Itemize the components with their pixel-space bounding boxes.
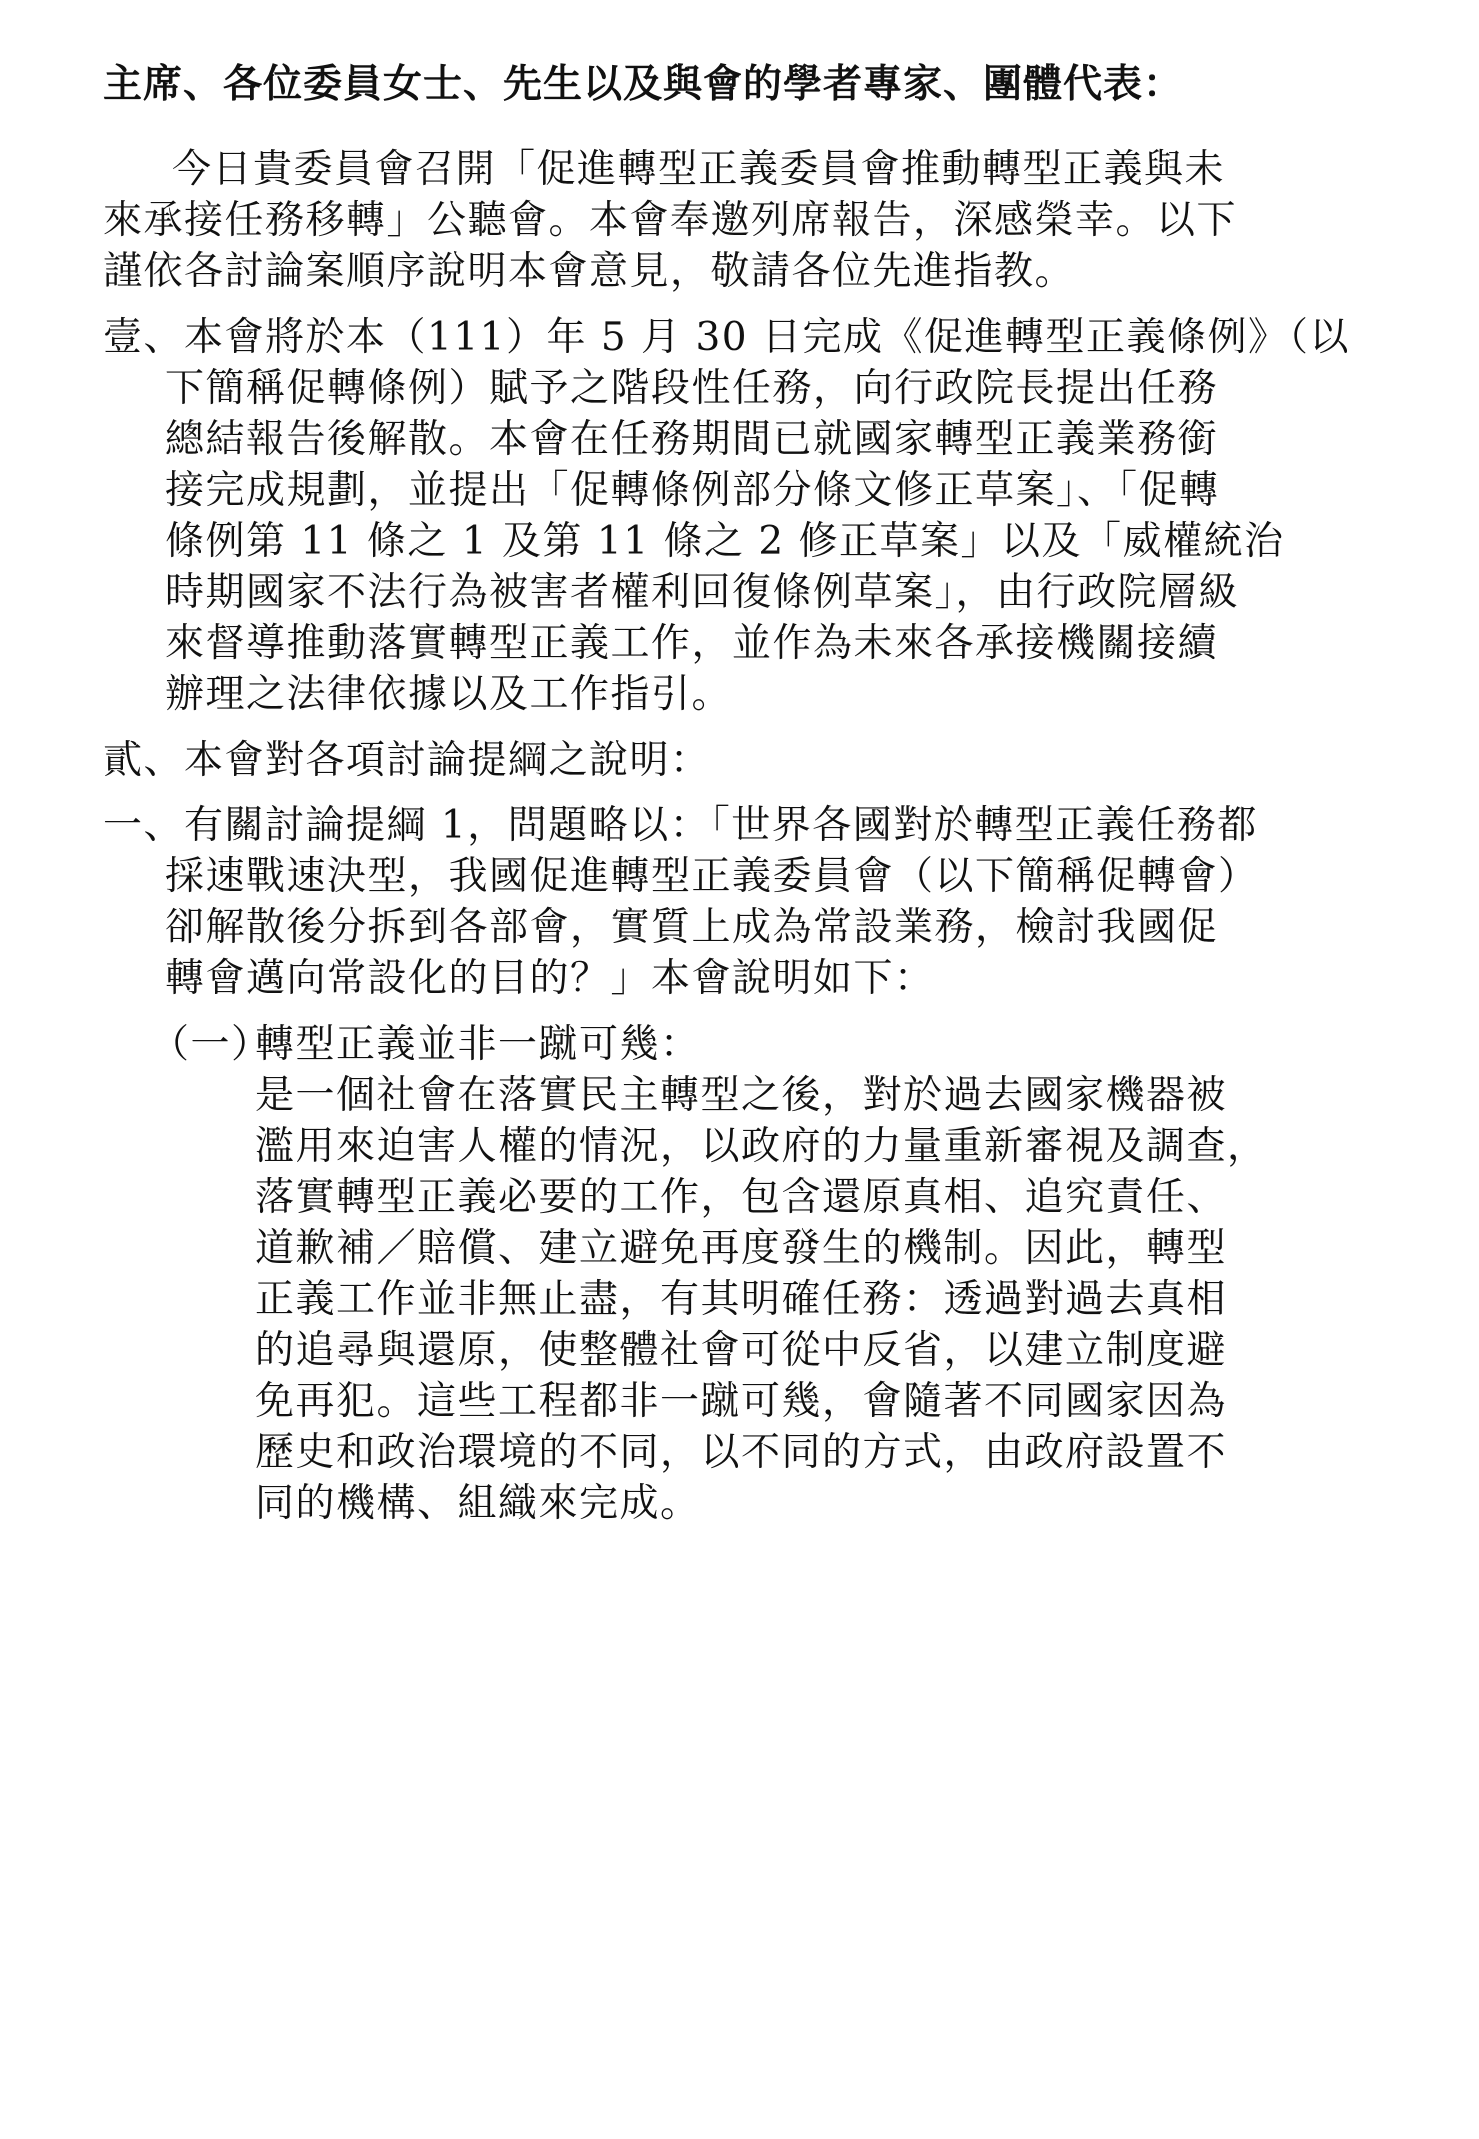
section-1-line: 總結報告後解散。本會在任務期間已就國家轉型正義業務銜 — [165, 417, 1219, 462]
subitem-body-line: 免再犯。這些工程都非一蹴可幾，會隨著不同國家因為 — [255, 1379, 1228, 1424]
intro-line: 謹依各討論案順序說明本會意見，敬請各位先進指教。 — [103, 249, 1076, 294]
subitem-body-line: 濫用來迫害人權的情況，以政府的力量重新審視及調查， — [255, 1124, 1268, 1169]
subitem-marker: （一） — [150, 1022, 272, 1067]
item-1-line: 一、有關討論提綱 1，問題略以：「世界各國對於轉型正義任務都 — [103, 803, 1258, 848]
section-1-line: 壹、本會將於本（111）年 5 月 30 日完成《促進轉型正義條例》（以 — [103, 315, 1350, 360]
section-1-line: 辦理之法律依據以及工作指引。 — [165, 672, 733, 717]
salutation-heading: 主席、各位委員女士、先生以及與會的學者專家、團體代表： — [103, 62, 1184, 107]
subitem-body-line: 是一個社會在落實民主轉型之後，對於過去國家機器被 — [255, 1073, 1228, 1118]
section-2-heading: 貳、本會對各項討論提綱之說明： — [103, 738, 711, 783]
intro-line: 來承接任務移轉」公聽會。本會奉邀列席報告，深感榮幸。以下 — [103, 198, 1238, 243]
intro-line: 今日貴委員會召開「促進轉型正義委員會推動轉型正義與未 — [172, 147, 1226, 192]
section-1-line: 來督導推動落實轉型正義工作，並作為未來各承接機關接續 — [165, 621, 1219, 666]
subitem-body-line: 的追尋與還原，使整體社會可從中反省，以建立制度避 — [255, 1328, 1228, 1373]
subitem-body-line: 落實轉型正義必要的工作，包含還原真相、追究責任、 — [255, 1175, 1228, 1220]
item-1-line: 轉會邁向常設化的目的？」本會說明如下： — [165, 956, 935, 1001]
section-1-line: 條例第 11 條之 1 及第 11 條之 2 修正草案」以及「威權統治 — [165, 519, 1285, 564]
item-1-line: 採速戰速決型，我國促進轉型正義委員會（以下簡稱促轉會） — [165, 854, 1259, 899]
subitem-body-line: 道歉補／賠償、建立避免再度發生的機制。因此，轉型 — [255, 1226, 1228, 1271]
subitem-title: 轉型正義並非一蹴可幾： — [255, 1022, 701, 1067]
section-1-line: 時期國家不法行為被害者權利回復條例草案」，由行政院層級 — [165, 570, 1240, 615]
section-1-line: 接完成規劃，並提出「促轉條例部分條文修正草案」、「促轉 — [165, 468, 1220, 513]
subitem-body-line: 歷史和政治環境的不同，以不同的方式，由政府設置不 — [255, 1430, 1228, 1475]
item-1-line: 卻解散後分拆到各部會，實質上成為常設業務，檢討我國促 — [165, 905, 1219, 950]
section-1-line: 下簡稱促轉條例）賦予之階段性任務，向行政院長提出任務 — [165, 366, 1219, 411]
subitem-body-line: 正義工作並非無止盡，有其明確任務：透過對過去真相 — [255, 1277, 1228, 1322]
subitem-body-line: 同的機構、組織來完成。 — [255, 1481, 701, 1526]
